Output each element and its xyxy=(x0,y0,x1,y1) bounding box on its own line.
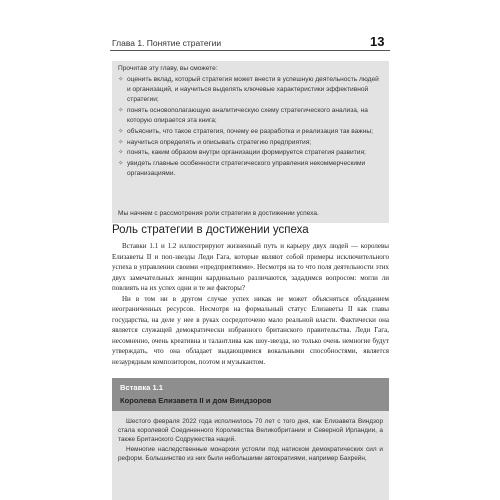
bullet-icon: ✧ xyxy=(118,149,124,157)
page-number: 13 xyxy=(370,34,385,49)
bullet-icon: ✧ xyxy=(118,76,124,83)
insert-paragraph: Шестого февраля 2022 года исполнилось 70 лет с того дня, как Елизавета Виндзор стала королевой Соединенного Королевства Великобритании и Северной Ирландии, а также Британского Содружества наций. xyxy=(118,418,383,444)
insert-label: Вставка 1.1 xyxy=(120,383,164,392)
insert-body xyxy=(112,411,389,500)
body-paragraph: Ни в том ни в другом случае успех никак не может объясняться обладанием неограниченных ресурсов. Несмотря на формальный статус Елизаветы II как главы государства, на деле у нее в руках сосредоточено мало реальной власти. Фактически она является служащей демократически избранного британского правительства. Леди Гага, несомненно, очень креативна и талантлива как шоу-звезда, но только очень немногие будут утверждать, что она обладает выдающимися вокальными способностями, является незаурядным композитором, поэтом и музыкантом. xyxy=(112,294,389,366)
insert-title: Королева Елизавета II и дом Виндзоров xyxy=(120,396,272,405)
header-rule xyxy=(110,50,390,51)
chapter-title: Глава 1. Понятие стратегии xyxy=(112,38,222,48)
bullet-icon: ✧ xyxy=(118,107,124,115)
bullet-icon: ✧ xyxy=(118,138,124,146)
bullet-icon: ✧ xyxy=(118,160,124,168)
objectives-list xyxy=(118,75,384,180)
objective-text: понять, каким образом внутри организации формируется стратегия развития; xyxy=(127,149,366,157)
objective-item xyxy=(118,138,384,148)
insert-paragraph: Немногие наследственные монархии устояли под натиском демократических сил и реформ. Большинство из них были небольшими автократиями, например Бахрейн, xyxy=(118,445,383,462)
objective-item xyxy=(118,127,384,137)
objective-text: научиться определять и описывать стратегию предприятия; xyxy=(127,138,312,146)
objectives-lead: Прочитав эту главу, вы сможете: xyxy=(118,65,218,72)
objective-text: оценить вклад, который стратегия может внести в успешную деятельность людей и организаций, и научиться выделять ключевые характеристики эффективной стратегии; xyxy=(127,76,379,104)
objective-item xyxy=(118,148,384,158)
objective-text: объяснить, что такое стратегия, почему ее разработка и реализация так важны; xyxy=(127,128,373,136)
objective-item xyxy=(118,106,384,126)
body-paragraph: Вставки 1.1 и 1.2 иллюстрируют жизненный путь и карьеру двух людей — королевы Елизаветы II и поп-звезды Леди Гага, которые являют собой примеры исключительного успеха в управлении своими «предприятиями». Несмотря на то что поля деятельности этих двух замечательных женщин кардинально различаются, зададимся вопросом: могли ли повлиять на их успех одни и те же факторы? xyxy=(112,242,389,292)
objective-text: увидеть главные особенности стратегического управления некоммерческими организациями. xyxy=(127,160,366,178)
objectives-outro: Мы начнем с рассмотрения роли стратегии в достижении успеха. xyxy=(118,210,319,217)
objective-item xyxy=(118,159,384,179)
objective-text: понять основополагающую аналитическую схему стратегического анализа, на которую опирается эта книга; xyxy=(127,107,368,125)
insert-header xyxy=(112,378,389,411)
chapter-objectives-box xyxy=(112,61,389,223)
page-header xyxy=(0,0,500,57)
section-heading: Роль стратегии в достижении успеха xyxy=(112,224,309,236)
bullet-icon: ✧ xyxy=(118,128,124,136)
body-text xyxy=(112,241,389,367)
objective-item xyxy=(118,75,384,106)
